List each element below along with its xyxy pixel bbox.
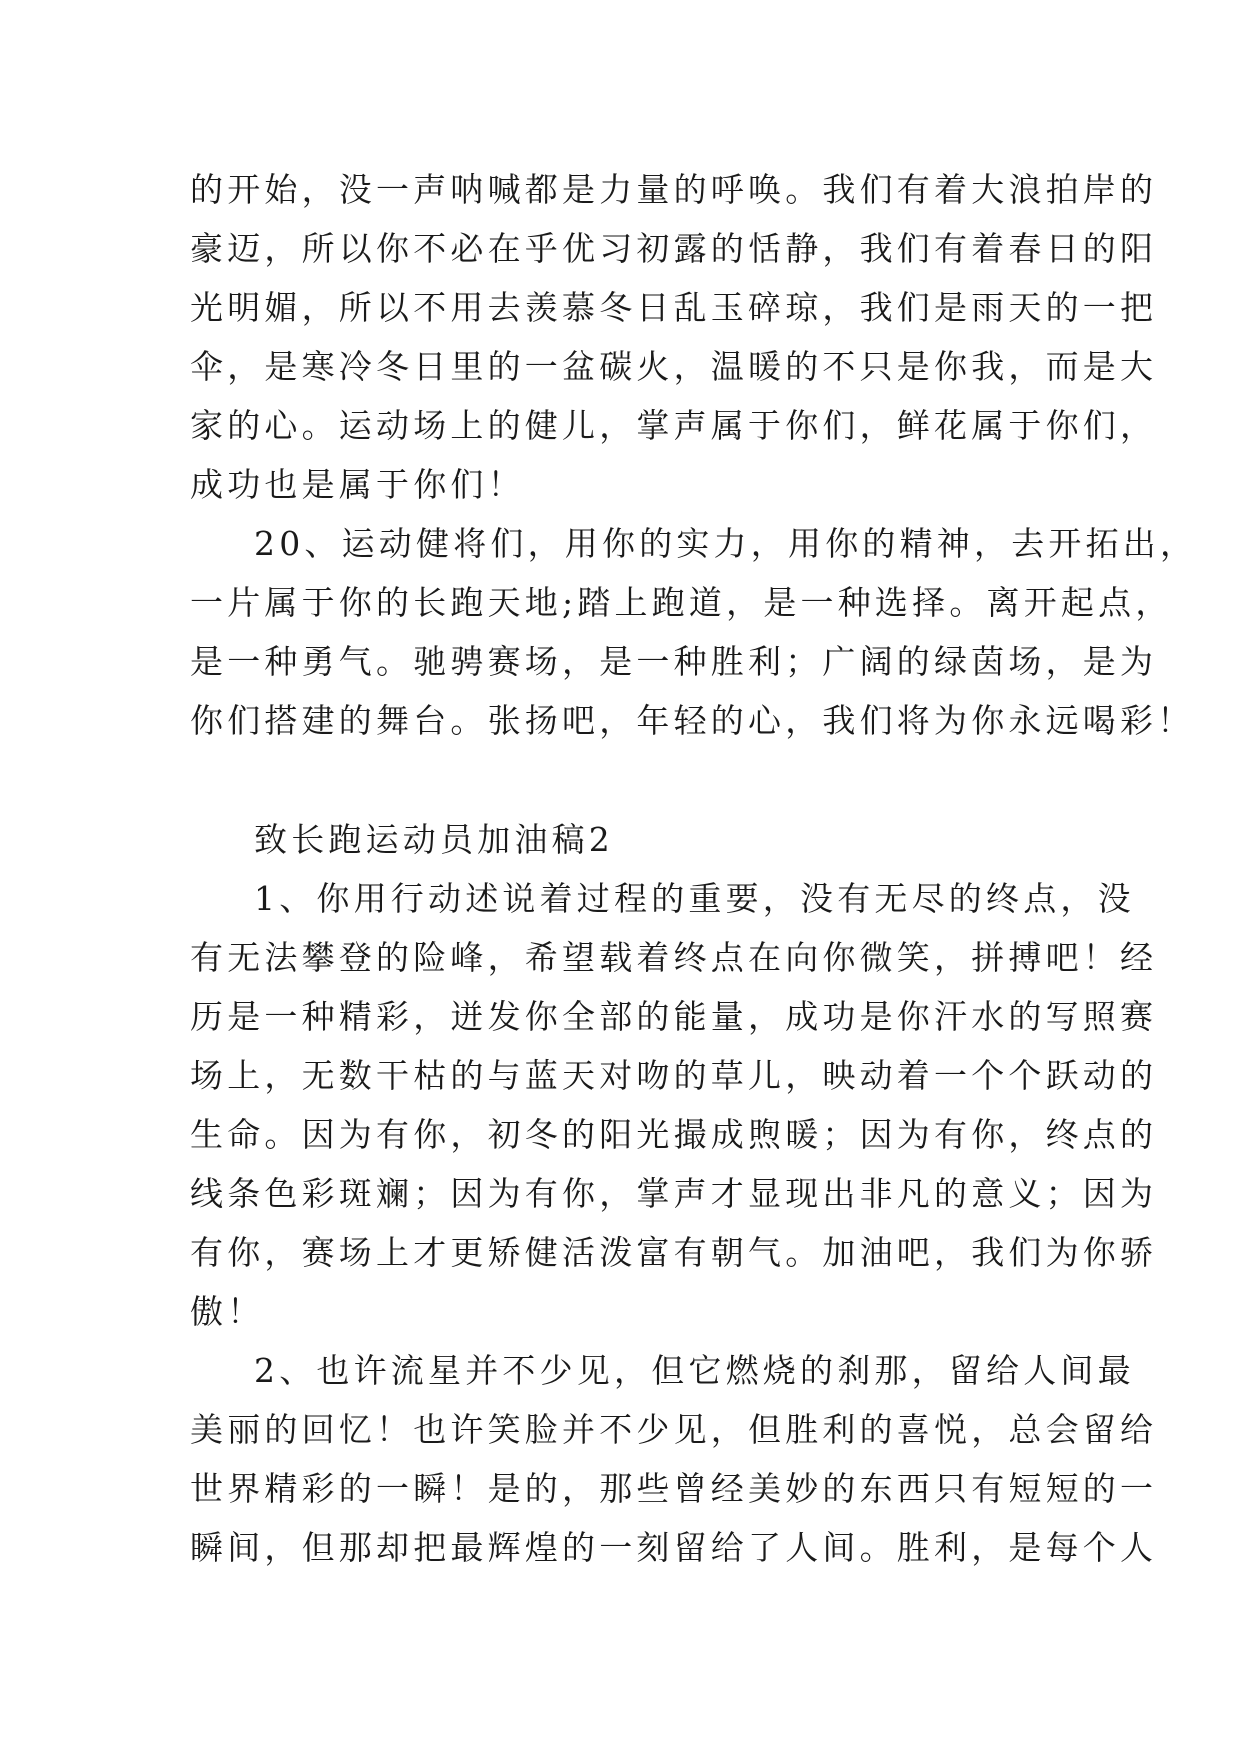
text-line: 是一种勇气。驰骋赛场，是一种胜利；广阔的绿茵场，是为	[190, 642, 1158, 681]
text-line: 光明媚，所以不用去羡慕冬日乱玉碎琼，我们是雨天的一把	[190, 288, 1158, 327]
text-line: 伞，是寒冷冬日里的一盆碳火，温暖的不只是你我，而是大	[190, 347, 1158, 386]
text-line: 豪迈，所以你不必在乎优习初露的恬静，我们有着春日的阳	[190, 229, 1158, 268]
paragraph-1	[190, 869, 1158, 1341]
paragraph-2	[190, 1341, 1158, 1577]
text-line: 世界精彩的一瞬！是的，那些曾经美妙的东西只有短短的一	[190, 1469, 1158, 1508]
section-gap	[190, 750, 1060, 810]
text-line: 你们搭建的舞台。张扬吧，年轻的心，我们将为你永远喝彩！	[190, 701, 1195, 740]
text-line: 瞬间，但那却把最辉煌的一刻留给了人间。胜利，是每个人	[190, 1528, 1158, 1567]
text-line: 美丽的回忆！也许笑脸并不少见，但胜利的喜悦，总会留给	[190, 1410, 1158, 1449]
text-line: 有无法攀登的险峰，希望载着终点在向你微笑，拼搏吧！经	[190, 938, 1158, 977]
text-line: 线条色彩斑斓；因为有你，掌声才显现出非凡的意义；因为	[190, 1174, 1158, 1213]
text-line: 20、运动健将们，用你的实力，用你的精神，去开拓出，	[254, 524, 1198, 563]
section-title: 致长跑运动员加油稿2	[254, 820, 614, 859]
text-line: 成功也是属于你们！	[190, 465, 525, 504]
text-line: 2、也许流星并不少见，但它燃烧的刹那，留给人间最	[254, 1351, 1135, 1390]
text-line: 1、你用行动述说着过程的重要，没有无尽的终点，没	[254, 879, 1135, 918]
text-line: 有你，赛场上才更矫健活泼富有朝气。加油吧，我们为你骄	[190, 1233, 1158, 1272]
text-line: 的开始，没一声呐喊都是力量的呼唤。我们有着大浪拍岸的	[190, 170, 1158, 209]
text-line: 历是一种精彩，迸发你全部的能量，成功是你汗水的写照赛	[190, 997, 1158, 1036]
paragraph-20	[190, 514, 1198, 750]
text-line: 场上，无数干枯的与蓝天对吻的草儿，映动着一个个跃动的	[190, 1056, 1158, 1095]
text-line: 生命。因为有你，初冬的阳光撮成煦暖；因为有你，终点的	[190, 1115, 1158, 1154]
paragraph-continuation	[190, 160, 1158, 514]
text-line: 傲！	[190, 1292, 265, 1331]
document-body	[190, 160, 1198, 1577]
text-line: 一片属于你的长跑天地;踏上跑道，是一种选择。离开起点，	[190, 583, 1173, 622]
text-line: 家的心。运动场上的健儿，掌声属于你们，鲜花属于你们，	[190, 406, 1158, 445]
